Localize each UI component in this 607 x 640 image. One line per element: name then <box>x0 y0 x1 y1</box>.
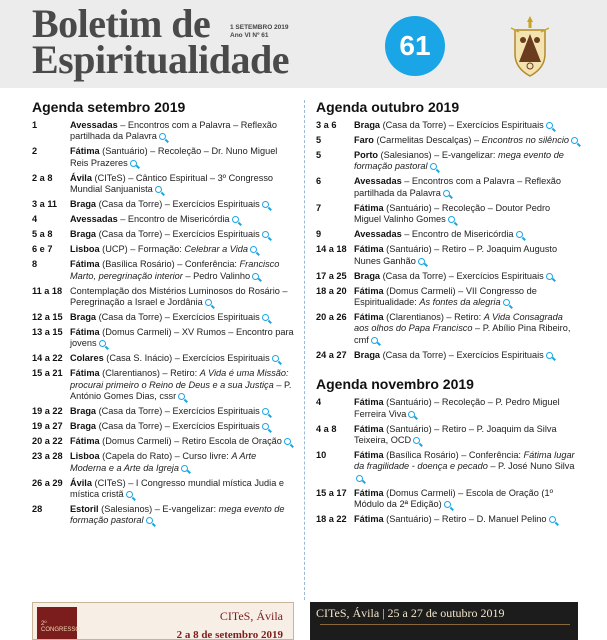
event-place: Porto <box>354 150 378 160</box>
magnifier-icon[interactable] <box>181 465 188 472</box>
event-description <box>354 120 578 131</box>
event-row <box>316 135 578 146</box>
event-place: Fátima <box>354 202 384 213</box>
event-row <box>32 146 294 169</box>
event-row <box>32 214 294 225</box>
event-row <box>32 312 294 323</box>
title-line-1: Boletim de <box>32 1 211 46</box>
event-place: Fátima <box>70 436 100 447</box>
event-place: Braga <box>354 270 381 281</box>
event-description <box>354 229 578 240</box>
event-text: (Casa da Torre) – Exercícios Espirituais <box>380 270 544 281</box>
magnifier-icon[interactable] <box>371 337 378 344</box>
event-description <box>354 312 578 346</box>
event-row <box>32 451 294 474</box>
event-description <box>70 286 294 309</box>
event-date: 19 a 27 <box>32 421 63 432</box>
event-text: (Santuário) – Retiro – P. Joaquim da Silva Teixeira, OCD <box>354 423 557 446</box>
event-description <box>354 150 578 173</box>
event-description <box>70 327 294 350</box>
event-text: Contemplação dos Mistérios Luminosos do Rosário – Peregrinação a Israel e Jordânia <box>70 285 288 308</box>
event-speaker: – P. José Nuno Silva <box>487 461 575 472</box>
event-date: 4 <box>32 214 38 225</box>
issue-number-badge: 61 <box>385 16 445 76</box>
event-text: (Salesianos) – E-vangelizar: <box>98 504 219 515</box>
event-text: (Santuário) – Recoleção – Doutor Pedro Miguel Valinho Gomes <box>354 202 551 225</box>
event-list <box>316 397 578 525</box>
event-title: Celebrar a Vida <box>184 244 249 255</box>
magnifier-icon[interactable] <box>262 231 269 238</box>
event-place: Fátima <box>70 327 100 338</box>
event-title: As fontes da alegria <box>419 297 501 308</box>
event-date: 1 <box>32 120 38 130</box>
event-date: 10 <box>316 450 327 461</box>
event-date: 4 a 8 <box>316 423 337 434</box>
event-row <box>316 244 578 267</box>
event-date: 20 a 26 <box>316 312 347 323</box>
event-row <box>316 229 578 240</box>
publication-info <box>230 24 289 40</box>
event-date: 8 <box>32 259 38 270</box>
title-line-2: Espiritualidade <box>32 37 290 82</box>
event-date: 2 a 8 <box>32 172 53 183</box>
event-row <box>32 504 294 527</box>
agenda-september <box>32 98 294 530</box>
masthead <box>0 0 607 88</box>
magnifier-icon[interactable] <box>159 133 166 140</box>
magnifier-icon[interactable] <box>418 258 425 265</box>
event-date: 14 a 18 <box>316 244 347 255</box>
event-description <box>354 450 578 484</box>
event-place: Braga <box>70 199 97 210</box>
event-list <box>32 120 294 527</box>
event-description <box>354 424 578 447</box>
event-description <box>354 203 578 226</box>
event-row <box>316 488 578 511</box>
event-row <box>32 173 294 196</box>
magnifier-icon[interactable] <box>130 160 137 167</box>
magnifier-icon[interactable] <box>448 216 455 223</box>
event-description <box>70 421 294 432</box>
event-place: Lisboa <box>70 244 100 255</box>
event-description <box>70 199 294 210</box>
agenda-oct-nov <box>316 98 578 529</box>
event-description <box>70 504 294 527</box>
event-date: 17 a 25 <box>316 270 347 281</box>
event-place: Fátima <box>354 244 384 255</box>
event-title: Fátima lugar da fragilidade - doença e pecado <box>354 450 575 472</box>
event-date: 6 e 7 <box>32 244 53 255</box>
event-text: (Santuário) – Recoleção – Dr. Nuno Miguel Reis Prazeres <box>70 146 278 168</box>
event-place: Avessadas <box>70 120 118 130</box>
congress-badge: 2º CONGRESSO <box>37 607 77 640</box>
event-date: 3 a 11 <box>32 199 58 210</box>
event-row <box>316 176 578 199</box>
magnifier-icon[interactable] <box>272 355 279 362</box>
event-place: Avessadas <box>70 214 118 225</box>
event-text: – Encontro de Misericórdia <box>401 229 514 240</box>
event-text: (Domus Carmeli) – Retiro Escola de Oração <box>99 436 282 447</box>
event-date: 13 a 15 <box>32 327 63 338</box>
congress-ad-left[interactable] <box>32 602 294 640</box>
event-title: A Vida é uma Missão: procurai primeiro o Reino de Deus e a sua Justiça <box>70 368 289 390</box>
event-place: Fátima <box>70 146 100 157</box>
event-text: (CITeS) – I Congresso mundial mística Judia e mística cristã <box>70 477 284 500</box>
event-title: A Vida Consagrada aos olhos do Papa Francisco <box>354 312 563 334</box>
event-date: 20 a 22 <box>32 436 63 447</box>
event-description <box>354 286 578 309</box>
event-date: 14 a 22 <box>32 353 63 364</box>
magnifier-icon[interactable] <box>443 190 450 197</box>
ad-decoration <box>320 624 570 640</box>
event-text: (Casa da Torre) – Exercícios Espirituais <box>96 199 260 210</box>
event-text: (Santuário) – Retiro – D. Manuel Pelino <box>383 514 547 525</box>
event-row <box>316 450 578 484</box>
event-date: 15 a 21 <box>32 368 63 379</box>
event-date: 6 <box>316 176 322 187</box>
event-speaker: – P. Abílio Pina Ribeiro, cmf <box>354 323 571 345</box>
event-description <box>70 406 294 417</box>
magnifier-icon[interactable] <box>146 517 153 524</box>
magnifier-icon[interactable] <box>546 352 553 359</box>
event-place: Fátima <box>354 285 384 296</box>
event-description <box>70 244 294 255</box>
congress-ad-right[interactable] <box>310 602 578 640</box>
event-place: Avessadas <box>354 176 402 187</box>
magnifier-icon[interactable] <box>408 411 415 418</box>
event-date: 2 <box>32 146 38 157</box>
event-description <box>70 259 294 282</box>
event-description <box>70 436 294 447</box>
event-place: Fátima <box>354 514 384 525</box>
event-row <box>32 199 294 210</box>
magnifier-icon[interactable] <box>262 408 269 415</box>
event-date: 4 <box>316 397 322 408</box>
event-place: Braga <box>70 229 97 240</box>
ad-place: CITeS, Ávila <box>219 609 283 623</box>
magnifier-icon[interactable] <box>430 163 437 170</box>
event-text: (Casa da Torre) – Exercícios Espirituais <box>380 120 544 130</box>
event-title: mega evento de formação pastoral <box>70 504 285 526</box>
event-row <box>32 229 294 240</box>
magnifier-icon[interactable] <box>232 216 239 223</box>
event-text: (Santuário) – Retiro – P. Joaquim Augusto Nunes Ganhão <box>354 244 558 266</box>
event-place: Lisboa <box>70 451 100 462</box>
event-text: (Casa da Torre) – Exercícios Espirituais <box>96 229 260 240</box>
event-speaker: – P. António Gomes Dias, cssr <box>70 379 292 402</box>
event-date: 28 <box>32 504 43 515</box>
magnifier-icon[interactable] <box>99 340 106 347</box>
event-date: 5 <box>316 150 322 160</box>
event-place: Fátima <box>354 397 384 408</box>
event-text: (Domus Carmeli) – VII Congresso de Espiritualidade: <box>354 285 537 308</box>
event-date: 18 a 22 <box>316 514 347 525</box>
event-description <box>70 451 294 474</box>
event-row <box>32 478 294 501</box>
event-text: (Casa da Torre) – Exercícios Espirituais <box>380 349 544 360</box>
event-place: Estoril <box>70 504 99 515</box>
carmelite-crest-icon <box>507 14 553 78</box>
newsletter-title <box>32 1 290 82</box>
event-description <box>354 350 578 361</box>
event-row <box>32 436 294 447</box>
event-row <box>32 368 294 402</box>
magnifier-icon[interactable] <box>178 393 185 400</box>
event-row <box>32 120 294 143</box>
event-place: Fátima <box>354 423 384 434</box>
event-date: 5 <box>316 135 322 145</box>
event-text: (Clarentianos) – Retiro: <box>383 312 484 323</box>
event-description <box>70 353 294 364</box>
event-text: (Capela do Rato) – Curso livre: <box>99 451 232 462</box>
event-description <box>70 120 294 143</box>
magnifier-icon[interactable] <box>413 437 420 444</box>
event-text: (Basílica Rosário) – Conferência: <box>99 259 240 270</box>
event-text: (Basílica Rosário) – Conferência: <box>383 450 524 461</box>
section-heading: Agenda setembro 2019 <box>32 99 186 115</box>
event-list <box>316 120 578 361</box>
event-date: 19 a 22 <box>32 406 63 417</box>
ad-dates: 2 a 8 de setembro 2019 <box>176 629 283 640</box>
event-description <box>70 478 294 501</box>
event-description <box>70 368 294 402</box>
magnifier-icon[interactable] <box>444 501 451 508</box>
event-text: – Encontros com a Palavra – Reflexão partilhada da Palavra <box>70 120 278 142</box>
event-place: Fátima <box>354 487 384 498</box>
magnifier-icon[interactable] <box>571 137 578 144</box>
magnifier-icon[interactable] <box>546 273 553 280</box>
event-place: Ávila <box>70 477 92 488</box>
event-text: (Domus Carmeli) – XV Rumos – Encontro para jovens <box>70 327 294 349</box>
section-heading: Agenda novembro 2019 <box>316 376 474 393</box>
event-date: 7 <box>316 202 322 213</box>
event-row <box>32 406 294 417</box>
event-description <box>70 312 294 323</box>
event-place: Fátima <box>70 368 100 379</box>
event-text: (Salesianos) – E-vangelizar: <box>378 150 499 160</box>
issue-volume: Ano VI Nº 61 <box>230 32 269 39</box>
event-row <box>32 244 294 255</box>
event-place: Braga <box>354 120 381 130</box>
event-row <box>32 259 294 282</box>
event-text: (Clarentianos) – Retiro: <box>99 368 200 379</box>
magnifier-icon[interactable] <box>503 299 510 306</box>
magnifier-icon[interactable] <box>262 314 269 321</box>
event-place: Braga <box>354 349 381 360</box>
event-text: (Casa da Torre) – Exercícios Espirituais <box>96 312 260 323</box>
event-date: 12 a 15 <box>32 312 63 323</box>
magnifier-icon[interactable] <box>126 491 133 498</box>
event-text: (Domus Carmeli) – Escola de Oração (1º Módulo da 2ª Edição) <box>354 487 553 510</box>
event-date: 18 a 20 <box>316 285 347 296</box>
event-place: Fátima <box>354 450 384 461</box>
event-place: Avessadas <box>354 229 402 240</box>
event-date: 11 a 18 <box>32 285 63 296</box>
event-row <box>316 350 578 361</box>
event-row <box>316 271 578 282</box>
event-row <box>32 421 294 432</box>
event-title: Francisco Marto, peregrinação interior <box>70 259 280 281</box>
event-description <box>354 244 578 267</box>
event-title: Encontros no silêncio <box>481 135 569 145</box>
event-speaker: – Pedro Valinho <box>182 270 251 281</box>
event-place: Braga <box>70 312 97 323</box>
event-text: (Carmelitas Descalças) – <box>373 135 482 145</box>
magnifier-icon[interactable] <box>356 475 363 482</box>
event-text: – Encontros com a Palavra – Reflexão partilhada da Palavra <box>354 176 562 198</box>
issue-date: 1 SETEMBRO 2019 <box>230 24 289 31</box>
event-text: (Casa S. Inácio) – Exercícios Espirituais <box>103 353 270 364</box>
magnifier-icon[interactable] <box>262 423 269 430</box>
event-place: Faro <box>354 135 374 145</box>
magnifier-icon[interactable] <box>250 246 257 253</box>
event-text: (UCP) – Formação: <box>99 244 185 255</box>
magnifier-icon[interactable] <box>205 299 212 306</box>
event-date: 3 a 6 <box>316 120 337 130</box>
event-description <box>354 176 578 199</box>
event-row <box>316 514 578 525</box>
event-place: Braga <box>70 406 97 417</box>
event-row <box>316 120 578 131</box>
event-place: Ávila <box>70 172 92 183</box>
event-title: mega evento de formação pastoral <box>354 150 564 172</box>
event-text: (Casa da Torre) – Exercícios Espirituais <box>96 406 260 417</box>
event-description <box>70 214 294 225</box>
magnifier-icon[interactable] <box>516 231 523 238</box>
event-text: (Casa da Torre) – Exercícios Espirituais <box>96 421 260 432</box>
event-place: Braga <box>70 421 97 432</box>
event-description <box>354 271 578 282</box>
event-row <box>32 286 294 309</box>
event-date: 24 a 27 <box>316 349 347 360</box>
event-description <box>354 397 578 420</box>
event-row <box>32 327 294 350</box>
magnifier-icon[interactable] <box>262 201 269 208</box>
event-description <box>70 146 294 169</box>
ad-text: CITeS, Ávila | 25 a 27 de outubro 2019 <box>316 606 505 620</box>
event-place: Colares <box>70 353 104 364</box>
event-description <box>70 173 294 196</box>
event-row <box>316 150 578 173</box>
event-text: (Santuário) – Recoleção – P. Pedro Miguel Ferreira Viva <box>354 397 560 419</box>
event-description <box>354 135 578 146</box>
event-description <box>70 229 294 240</box>
event-title: A Arte Moderna e a Arte da Igreja <box>70 451 257 473</box>
event-date: 5 a 8 <box>32 229 53 240</box>
event-date: 15 a 17 <box>316 487 347 498</box>
event-date: 23 a 28 <box>32 451 63 462</box>
event-row <box>316 312 578 346</box>
event-date: 26 a 29 <box>32 477 63 488</box>
event-row <box>316 424 578 447</box>
event-place: Fátima <box>70 259 100 270</box>
event-row <box>316 286 578 309</box>
event-date: 9 <box>316 229 322 240</box>
magnifier-icon[interactable] <box>252 273 259 280</box>
agenda-november <box>316 375 578 525</box>
event-description <box>354 514 578 525</box>
event-row <box>316 203 578 226</box>
magnifier-icon[interactable] <box>284 438 291 445</box>
column-divider <box>304 100 305 600</box>
event-text: (CITeS) – Cântico Espiritual – 3º Congresso Mundial Sanjuanista <box>70 172 274 195</box>
magnifier-icon[interactable] <box>155 186 162 193</box>
magnifier-icon[interactable] <box>549 516 556 523</box>
event-place: Fátima <box>354 312 384 323</box>
event-description <box>354 488 578 511</box>
section-heading: Agenda outubro 2019 <box>316 99 460 115</box>
event-row <box>316 397 578 420</box>
event-text: – Encontro de Misericórdia <box>117 214 230 225</box>
event-row <box>32 353 294 364</box>
magnifier-icon[interactable] <box>546 122 553 129</box>
agenda-october <box>316 98 578 361</box>
